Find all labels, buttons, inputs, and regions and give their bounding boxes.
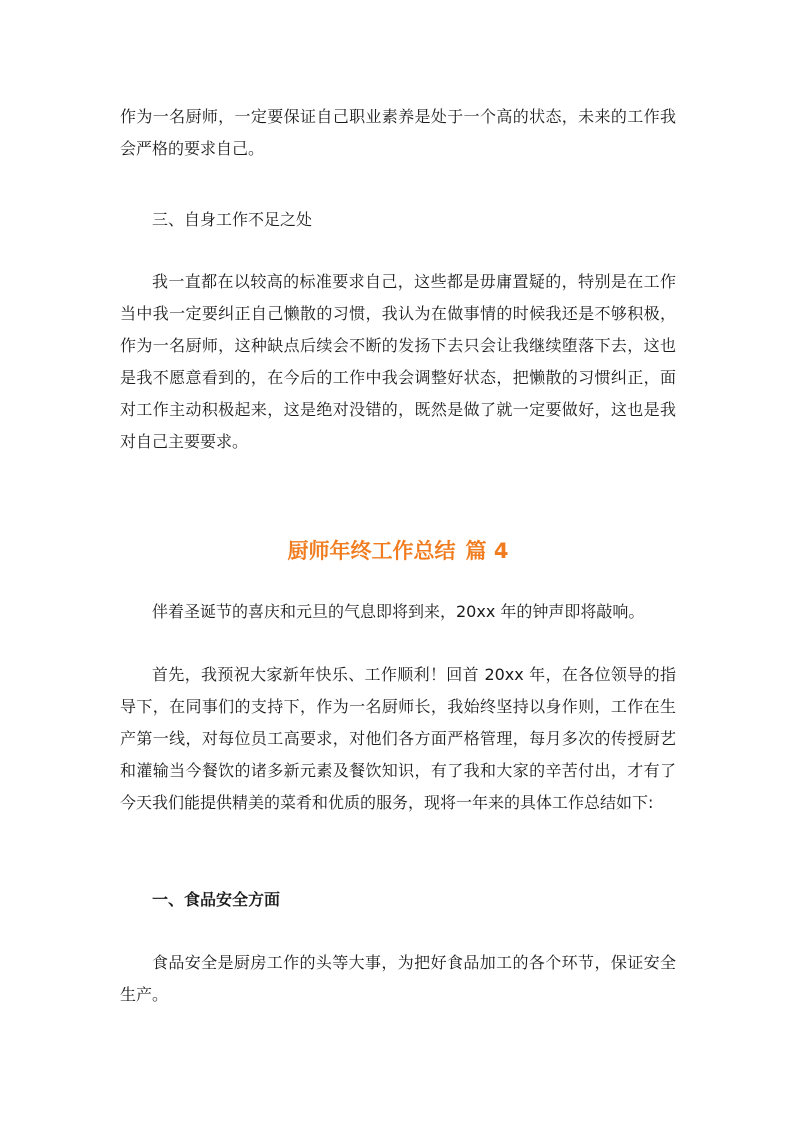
article-title [120, 535, 676, 567]
paragraph-self-requirements: 我一直都在以较高的标准要求自己，这些都是毋庸置疑的，特别是在工作当中我一定要纠正自己懒散的习惯，我认为在做事情的时候我还是不够积极，作为一名厨师，这种缺点后续会不断的发扬下去只会让我继续堕落下去，这也是我不愿意看到的，在今后的工作中我会调整好状态，把懒散的习惯纠正，面对工作主动积极起来，这是绝对没错的，既然是做了就一定要做好，这也是我对自己主要要求。 [120, 272, 676, 451]
paragraph-professionalism: 作为一名厨师，一定要保证自己职业素养是处于一个高的状态，未来的工作我会严格的要求自己。 [120, 107, 676, 158]
section-heading-food-safety: 一、食品安全方面 [152, 890, 281, 909]
section-heading-shortcomings: 三、自身工作不足之处 [152, 210, 313, 229]
paragraph-review: 首先，我预祝大家新年快乐、工作顺利！回首 20xx 年，在各位领导的指导下，在同事们的支持下，作为一名厨师长，我始终坚持以身作则，工作在生产第一线，对每位员工高要求，对他们各方面严格管理，每月多次的传授厨艺和灌输当今餐饮的诸多新元素及餐饮知识，有了我和大家的辛苦付出，才有了今天我们能提供精美的菜肴和优质的服务，现将一年来的具体工作总结如下: [120, 665, 676, 812]
paragraph-new-year-intro: 伴着圣诞节的喜庆和元旦的气息即将到来，20xx 年的钟声即将敲响。 [152, 602, 645, 621]
paragraph-food-safety: 食品安全是厨房工作的头等大事，为把好食品加工的各个环节，保证安全生产。 [120, 953, 676, 1004]
article-title-main: 厨师年终工作总结 [287, 539, 456, 563]
article-title-suffix: 篇 4 [465, 539, 509, 563]
